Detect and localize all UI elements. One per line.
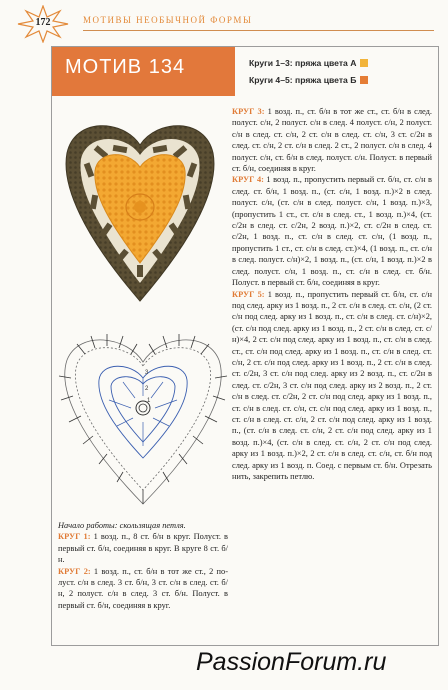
instructions-left	[58, 520, 228, 611]
yarn-line-b	[249, 75, 368, 85]
round-2-paragraph	[58, 566, 228, 612]
yarn-line-label: Круги 4–5: пряжа цвета Б	[249, 75, 357, 85]
page-number: 172	[35, 17, 51, 28]
yarn-line-a	[249, 58, 368, 68]
round-3-paragraph	[232, 106, 432, 174]
round-4-paragraph	[232, 174, 432, 288]
round-5-paragraph	[232, 289, 432, 483]
round-1-paragraph	[58, 531, 228, 565]
round-text: 1 возд. п., пропустить первый ст. б/н, ст. с/н в след. ст. б/н, 1 возд. п., (ст. с/н, 1 возд. п.)×2 в след. полуст. с/н, (ст. с/н в след. полуст. с/н, 1 возд. п.)×3, (пропустить 1 ст., ст. с/н в след. ст., 1 возд. п.)×4, (ст. с/2н в след. ст. с/2н, 2 возд. п.)×2, ст. с/2н в след. ст. с/2н, 1 возд. п., ст. с/н в след. ст. с/н, (1 возд. п., пропустить 1 ст., ст. с/н в след. ст.)×4, (1 возд. п., ст. с/н в след. полуст. с/н)×2, 1 возд. п., (ст. с/н, 1 возд. п.)×2 в след. полуст. с/н, 1 возд. п., ст. с/н в след. ст. б/н. Полуст. в первый ст. б/н, соединяя в круг.	[232, 175, 433, 288]
round-text: 1 возд. п., ст. б/н в тот же ст., 2 полуст. с/н в след. 3 ст. б/н, 3 ст. с/н в след. ст. б/н, 2 полуст. с/н в след. 3 ст. б/н. Полуст. в первый ст. б/н, соединяя в круг.	[58, 566, 228, 610]
start-instruction: Начало работы: скользящая петля.	[58, 521, 186, 530]
yarn-b-swatch	[360, 76, 368, 84]
round-text: 1 возд. п., ст. б/н в тот же ст., ст. б/н в след. полуст. с/н, 2 полуст. с/н в след. 4 полуст. с/н, 2 полуст. с/н в след. ст. с/н, 2 ст. с/н в след. ст. с/н, 3 ст. с/2н в след. ст. с/н, 2 ст. с/н в след. 2 ст., 2 полуст. с/н в след. 4 полуст. с/н, ст. б/н в след. полуст. с/н. Полуст. в первый ст. б/н, соединяя в круг.	[232, 107, 432, 174]
round-label: КРУГ 4:	[232, 175, 264, 185]
crochet-diagram	[55, 322, 231, 510]
round-label: КРУГ 5:	[232, 289, 265, 299]
page-header	[0, 0, 448, 44]
yarn-line-label: Круги 1–3: пряжа цвета А	[249, 58, 357, 68]
header-rule	[83, 30, 434, 31]
round-text: 1 возд. п., 8 ст. б/н в круг. Полуст. в первый ст. б/н, соединяя в круг. В круге 8 ст. б/н.	[58, 532, 228, 565]
round-text: 1 возд. п., пропустить первый ст. б/н, ст. с/н под след. арку из 1 возд. п., 2 ст. с/н в след. ст. с/н, (2 ст. с/н под след. арку из 1 возд. п., ст. с/н в след. ст. с/н)×2, (ст. с/н под след. арку из 1 возд. п., 2 ст. с/н в след. ст. с/н)×4, 2 ст. с/н под след. арку из 1 возд. п., ст. с/н в след. ст., ст. с/н под след. арку из 1 возд. п., ст. с/н в след. ст. с/н, 2 ст. с/н под след. арку из 1 возд. п., 2 ст. с/н в след. ст. с/2н, 3 ст. с/н под след. арку из 2 возд. п., ст. с/2н в след. ст. с/2н, 3 ст. с/н под след. арку из 2 возд. п., 2 ст. с/н в след. ст. с/2н, 2 ст. с/н под след. арку из 1 возд. п., ст. с/н в след. ст. с/н, ст. с/н под след. арку из 1 возд. п., ст. с/н в след. ст. с/н, 2 ст. с/н под след. арку из 1 возд. п., (ст. с/н в след. ст. с/н, 2 ст. с/н под след. арку из 1 возд. п.)×4, (ст. с/н в след. ст. с/н, 2 ст. с/н под след. арку из 1 возд. п.)×2, 2 ст. с/н в след. ст. с/н, ст. б/н под след. арку из 1 возд. п. Соед. с первым ст. б/н. Отрезать нить, закрепить петлю.	[232, 289, 432, 481]
motif-title: МОТИВ 134	[65, 56, 186, 78]
motif-photo	[53, 115, 227, 311]
round-label: КРУГ 2:	[58, 566, 91, 576]
svg-text:3: 3	[145, 370, 149, 376]
yarn-a-swatch	[360, 59, 368, 67]
svg-text:1: 1	[147, 398, 151, 404]
instructions-right	[232, 106, 432, 482]
svg-text:2: 2	[145, 386, 149, 392]
watermark: PassionForum.ru	[196, 648, 387, 676]
section-title: МОТИВЫ НЕОБЫЧНОЙ ФОРМЫ	[83, 15, 253, 25]
round-label: КРУГ 3:	[232, 107, 265, 116]
round-label: КРУГ 1:	[58, 532, 91, 542]
